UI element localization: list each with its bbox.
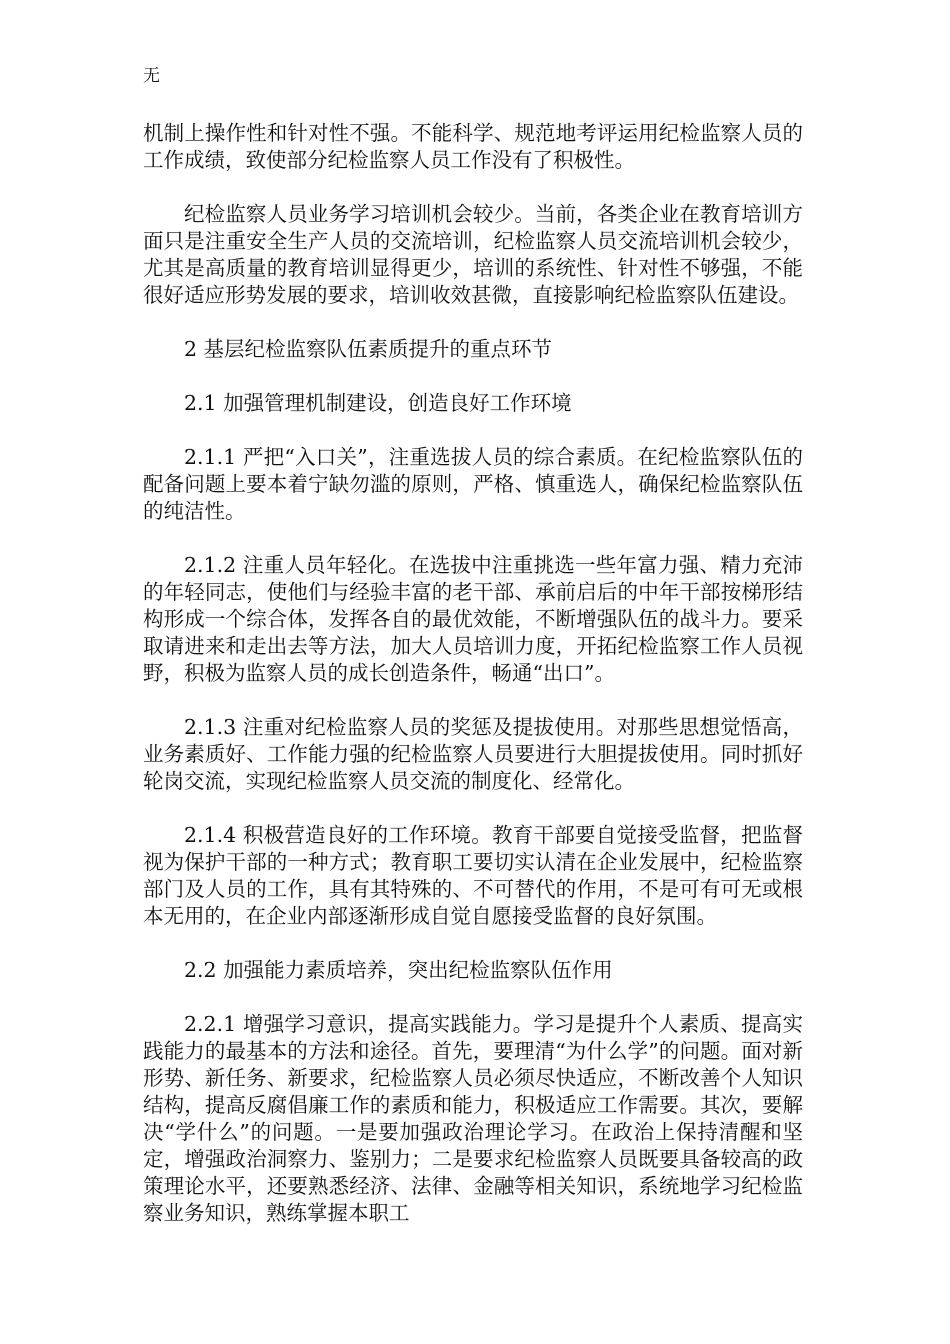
subsection-heading-2-1: 2.1 加强管理机制建设，创造良好工作环境 xyxy=(184,391,572,415)
paragraph-2-1-4: 2.1.4 积极营造良好的工作环境。教育干部要自觉接受监督，把监督视为保护干部的一种方式；教育职工要切实认清在企业发展中，纪检监察部门及人员的工作，具有其特殊的、不可替代的作用，不是可有可无或根本无用的，在企业内部逐渐形成自觉自愿接受监督的良好氛围。 xyxy=(143,823,803,928)
paragraph-2: 纪检监察人员业务学习培训机会较少。当前，各类企业在教育培训方面只是注重安全生产人员的交流培训，纪检监察人员交流培训机会较少，尤其是高质量的教育培训显得更少，培训的系统性、针对性不够强，不能很好适应形势发展的要求，培训收效甚微，直接影响纪检监察队伍建设。 xyxy=(143,202,803,307)
paragraph-2-2-1: 2.2.1 增强学习意识，提高实践能力。学习是提升个人素质、提高实践能力的最基本的方法和途径。首先，要理清“为什么学”的问题。面对新形势、新任务、新要求，纪检监察人员必须尽快适应，不断改善个人知识结构，提高反腐倡廉工作的素质和能力，积极适应工作需要。其次，要解决“学什么”的问题。一是要加强政治理论学习。在政治上保持清醒和坚定，增强政治洞察力、鉴别力；二是要求纪检监察人员既要具备较高的政策理论水平，还要熟悉经济、法律、金融等相关知识，系统地学习纪检监察业务知识，熟练掌握本职工 xyxy=(143,1012,803,1225)
section-heading-2: 2 基层纪检监察队伍素质提升的重点环节 xyxy=(184,337,553,361)
document-body xyxy=(143,120,803,1254)
paragraph-1: 机制上操作性和针对性不强。不能科学、规范地考评运用纪检监察人员的工作成绩，致使部分纪检监察人员工作没有了积极性。 xyxy=(143,121,803,172)
paragraph-2-1-3: 2.1.3 注重对纪检监察人员的奖惩及提拔使用。对那些思想觉悟高，业务素质好、工作能力强的纪检监察人员要进行大胆提拔使用。同时抓好轮岗交流，实现纪检监察人员交流的制度化、经常化。 xyxy=(143,715,803,793)
paragraph-2-1-2: 2.1.2 注重人员年轻化。在选拔中注重挑选一些年富力强、精力充沛的年轻同志，使他们与经验丰富的老干部、承前启后的中年干部按梯形结构形成一个综合体，发挥各自的最优效能，不断增强队伍的战斗力。要采取请进来和走出去等方法，加大人员培训力度，开拓纪检监察工作人员视野，积极为监察人员的成长创造条件，畅通“出口”。 xyxy=(143,553,803,685)
paragraph-2-1-1: 2.1.1 严把“入口关”，注重选拔人员的综合素质。在纪检监察队伍的配备问题上要本着宁缺勿滥的原则，严格、慎重选人，确保纪检监察队伍的纯洁性。 xyxy=(143,445,803,523)
page-header: 无 xyxy=(143,66,160,86)
subsection-heading-2-2: 2.2 加强能力素质培养，突出纪检监察队伍作用 xyxy=(184,958,613,982)
